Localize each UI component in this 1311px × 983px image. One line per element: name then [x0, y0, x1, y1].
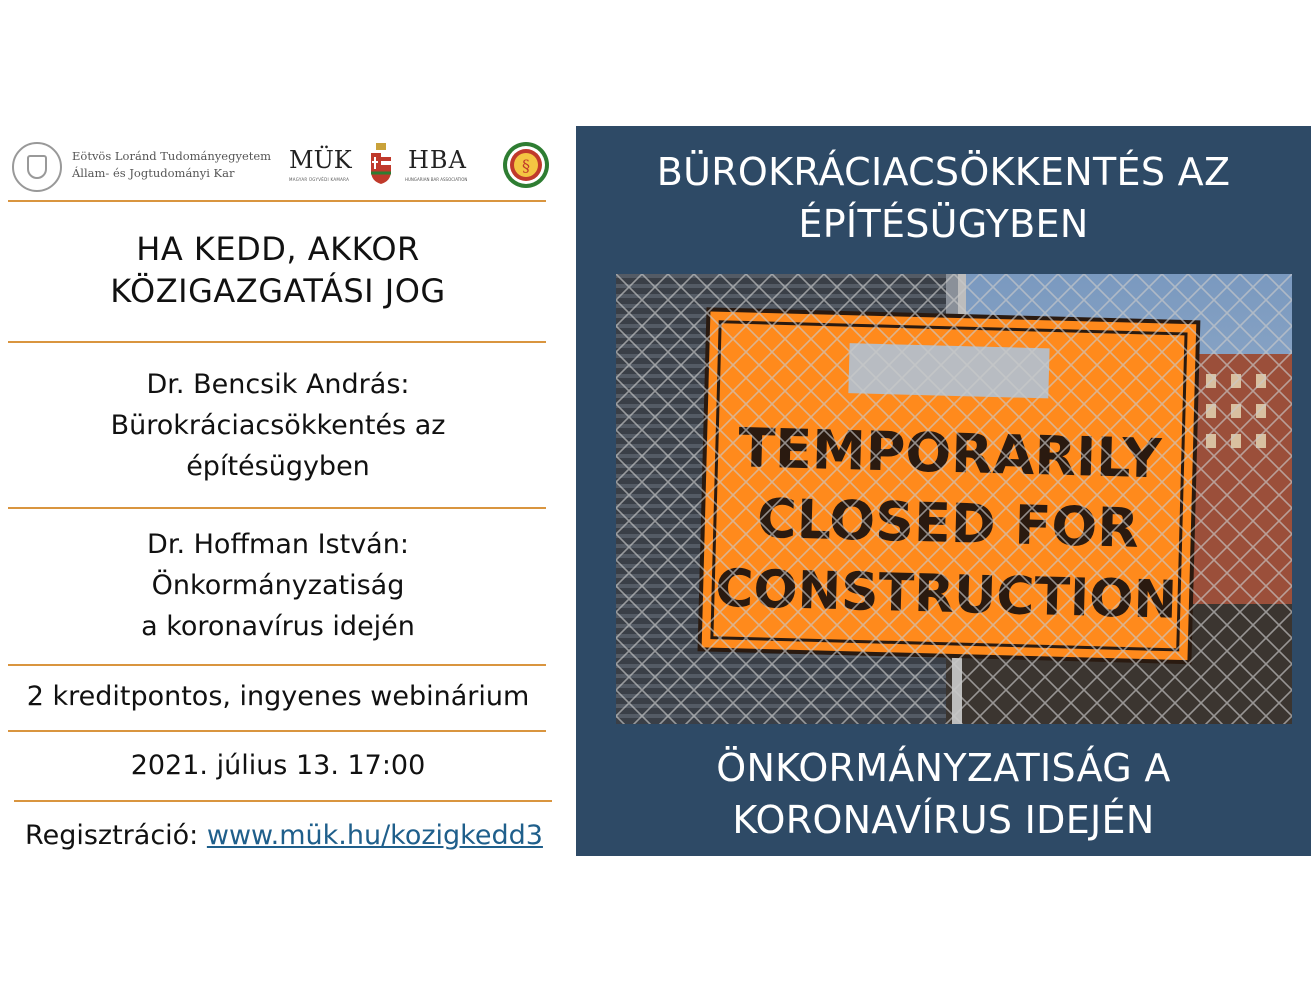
hba-logo-text: HBA: [408, 146, 467, 174]
elte-seal-logo: [12, 142, 62, 192]
divider-line: [8, 664, 546, 666]
svg-text:§: §: [522, 156, 530, 175]
divider-line: [14, 800, 552, 802]
paragraph-seal-icon: [502, 141, 550, 189]
speaker1-topic-line1: Bürokráciacsökkentés az: [110, 410, 446, 441]
panel-top-line1: BÜROKRÁCIACSÖKKENTÉS AZ: [656, 150, 1231, 194]
speaker1-block: [8, 364, 548, 487]
muk-logo-subtitle: MAGYAR ÜGYVÉDI KAMARA: [289, 177, 350, 182]
topic-panel: [576, 126, 1311, 856]
speaker2-topic-line1: Önkormányzatiság: [151, 570, 405, 601]
divider-line: [8, 507, 546, 509]
speaker1-topic-line2: építésügyben: [186, 451, 370, 482]
panel-bottom-line1: ÖNKORMÁNYZATISÁG A: [716, 746, 1171, 790]
construction-sign-photo: [616, 274, 1292, 724]
hungarian-crest-icon: [370, 143, 392, 185]
registration-line: [14, 820, 554, 851]
registration-link[interactable]: www.mük.hu/kozigkedd3: [206, 820, 543, 851]
divider-line: [8, 200, 546, 202]
elte-name: Eötvös Loránd Tudományegyetem: [72, 149, 272, 163]
event-title-line2: KÖZIGAZGATÁSI JOG: [110, 272, 446, 310]
credits-info: 2 kreditpontos, ingyenes webinárium: [26, 681, 530, 712]
divider-line: [8, 341, 546, 343]
speaker2-name: Dr. Hoffman István:: [147, 529, 409, 560]
event-title-line1: HA KEDD, AKKOR: [136, 230, 420, 268]
speaker2-block: [8, 524, 548, 647]
panel-top-line2: ÉPÍTÉSÜGYBEN: [798, 202, 1089, 246]
panel-bottom-line2: KORONAVÍRUS IDEJÉN: [732, 798, 1155, 842]
muk-logo-text: MÜK: [289, 146, 352, 174]
speaker1-name: Dr. Bencsik András:: [146, 369, 410, 400]
registration-label: Regisztráció:: [25, 820, 199, 851]
divider-line: [8, 730, 546, 732]
panel-bottom-title: [576, 742, 1311, 846]
construction-sign-photo-art: [616, 274, 1292, 724]
elte-faculty: Állam- és Jogtudományi Kar: [72, 166, 235, 180]
speaker2-topic-line2: a koronavírus idején: [141, 611, 415, 642]
hba-logo-subtitle: HUNGARIAN BAR ASSOCIATION: [405, 177, 468, 182]
panel-top-title: [576, 146, 1311, 250]
event-title: [8, 228, 548, 312]
event-date: 2021. július 13. 17:00: [130, 750, 426, 781]
